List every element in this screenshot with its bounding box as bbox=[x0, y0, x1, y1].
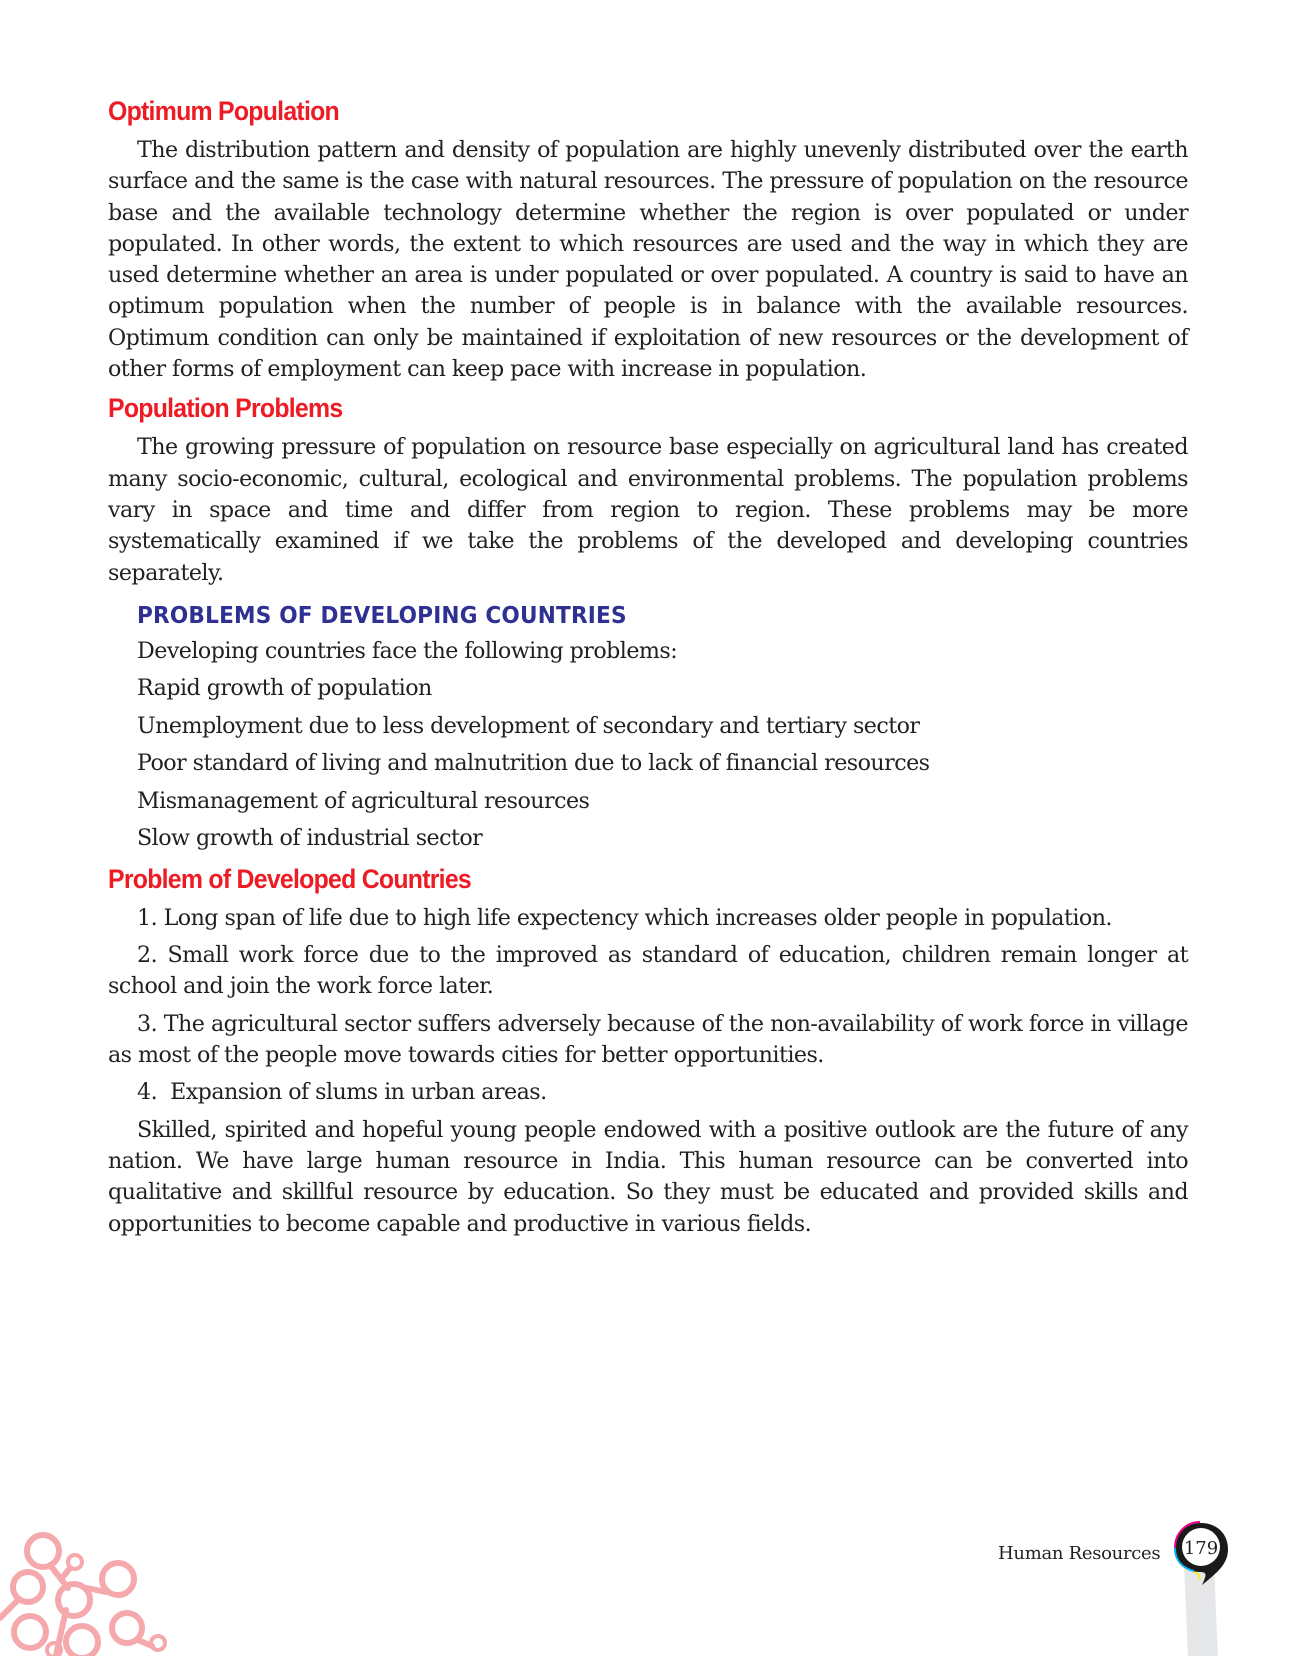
heading-population-problems: Population Problems bbox=[108, 393, 343, 424]
decoration-circle bbox=[66, 1626, 98, 1656]
developing-problems-list bbox=[108, 633, 1188, 858]
list-item: 2. Small work force due to the improved as standard of education, children remain longer at school and join the work force later. bbox=[108, 942, 1188, 1000]
heading-developing-countries: PROBLEMS OF DEVELOPING COUNTRIES bbox=[137, 602, 627, 629]
heading-developed-countries: Problem of Developed Countries bbox=[108, 863, 472, 894]
heading-optimum-population: Optimum Population bbox=[108, 96, 340, 126]
page-content bbox=[108, 92, 1188, 1240]
page-number: 179 bbox=[1183, 1538, 1219, 1559]
decoration-circle bbox=[14, 1616, 46, 1648]
paragraph-closing: Skilled, spirited and hopeful young people endowed with a positive outlook are the future of any nation. We have large human resource in India. This human resource can be converted into qualitative and skillful resource by education. So they must be educated and provided skills and opportunities to become capable and productive in various fields. bbox=[108, 1116, 1188, 1237]
footer-chapter-label: Human Resources bbox=[998, 1543, 1161, 1564]
list-item: 4. Expansion of slums in urban areas. bbox=[137, 1079, 547, 1106]
decoration-link bbox=[0, 1600, 18, 1618]
list-item: Rapid growth of population bbox=[137, 675, 432, 702]
decoration-circle bbox=[58, 1584, 90, 1616]
page-number-badge bbox=[1170, 1520, 1250, 1656]
developed-problems-list bbox=[108, 903, 1188, 1240]
molecule-decoration-icon bbox=[0, 1480, 200, 1656]
list-item: 1. Long span of life due to high life expectency which increases older people in population. bbox=[137, 904, 1112, 931]
list-item: Unemployment due to less development of secondary and tertiary sector bbox=[137, 712, 920, 739]
decoration-circle bbox=[27, 1535, 59, 1567]
list-item: Slow growth of industrial sector bbox=[137, 825, 483, 852]
list-item: Poor standard of living and malnutrition due to lack of financial resources bbox=[137, 750, 930, 777]
paragraph-population-problems: The growing pressure of population on resource base especially on agricultural land has created many socio-economic, cultural, ecological and environmental problems. The population problems vary in space and time and differ from region to region. These problems may be more systematically examined if we take the problems of the developed and developing countries separately. bbox=[108, 434, 1188, 586]
list-item: 3. The agricultural sector suffers adversely because of the non-availability of work force in village as most of the people move towards cities for better opportunities. bbox=[108, 1010, 1188, 1069]
decoration-circle bbox=[102, 1563, 134, 1595]
list-item: Mismanagement of agricultural resources bbox=[137, 787, 590, 814]
decoration-circle bbox=[112, 1613, 142, 1643]
list-intro: Developing countries face the following problems: bbox=[137, 637, 678, 664]
decoration-circle bbox=[13, 1572, 43, 1602]
decoration-circle bbox=[68, 1555, 82, 1569]
decoration-circle bbox=[151, 1636, 165, 1650]
paragraph-optimum-population: The distribution pattern and density of population are highly unevenly distributed over the earth surface and the same is the case with natural resources. The pressure of population on the resource base and the available technology determine whether the region is over populated or under populated. In other words, the extent to which resources are used and the way in which they are used determine whether an area is under populated or over populated. A country is said to have an optimum population when the number of people is in balance with the available resources. Optimum condition can only be maintained if exploitation of new resources or the development of other forms of employment can keep pace with increase in population. bbox=[108, 137, 1188, 383]
decoration-link bbox=[62, 1568, 70, 1578]
page-strip bbox=[1184, 1564, 1218, 1656]
